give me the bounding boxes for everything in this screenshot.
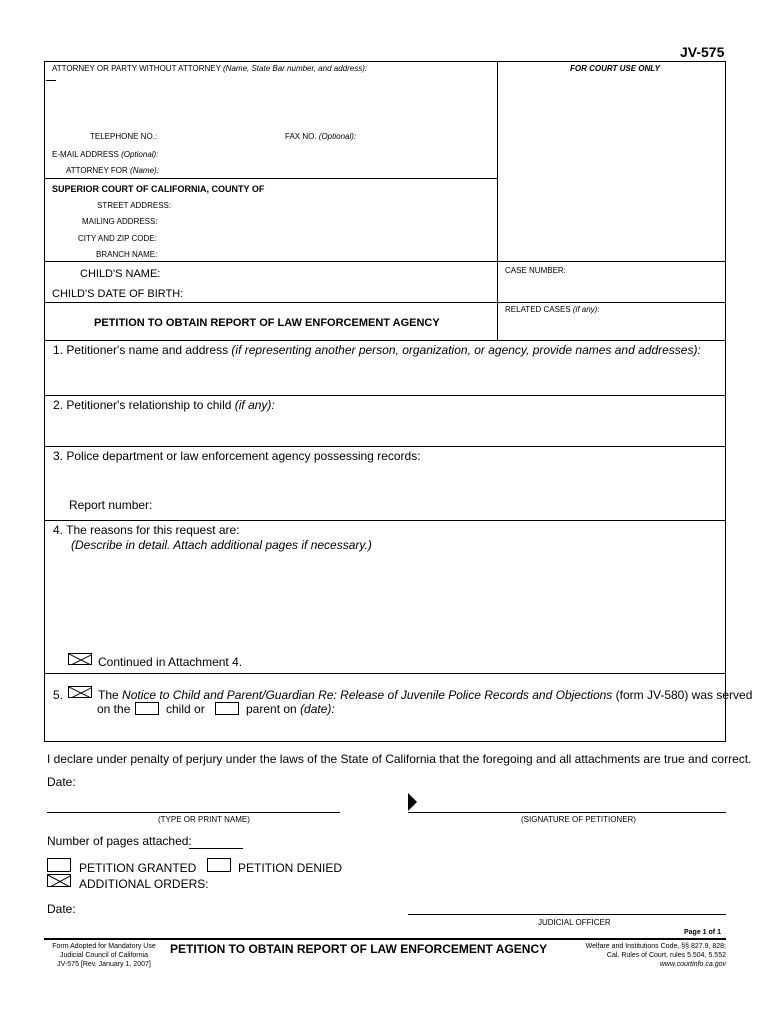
order-date-label: Date: (47, 902, 76, 916)
declaration-date-label: Date: (47, 775, 76, 789)
footer-title: PETITION TO OBTAIN REPORT OF LAW ENFORCEMENT AGENCY (170, 942, 548, 956)
branch-name-input[interactable] (156, 247, 486, 260)
continued-checkbox[interactable] (68, 653, 92, 665)
item5-the: The (98, 688, 119, 702)
checkbox-x-icon (69, 687, 92, 698)
adoption-line-2: Judicial Council of California (60, 952, 148, 959)
additional-orders-label: ADDITIONAL ORDERS: (79, 877, 209, 891)
attorney-tick (46, 80, 56, 81)
order-date-input[interactable] (82, 900, 282, 916)
denied-checkbox[interactable] (207, 858, 231, 872)
checkbox-x-icon (69, 654, 92, 665)
additional-orders-input[interactable] (208, 875, 718, 890)
item5-parent (246, 702, 335, 716)
type-name-input[interactable] (50, 796, 338, 811)
court-use-label: FOR COURT USE ONLY (570, 64, 660, 73)
childs-name-input[interactable] (162, 266, 487, 282)
item5-on-the: on the (97, 702, 131, 716)
additional-orders-checkbox[interactable] (47, 874, 71, 887)
petition-title: PETITION TO OBTAIN REPORT OF LAW ENFORCEMENT AGENCY (94, 317, 440, 329)
item2-text: Petitioner's relationship to child (66, 398, 232, 412)
item5-form: (form JV-580) was served (615, 688, 753, 702)
served-date-input[interactable] (336, 700, 716, 716)
adoption-line-3: JV-575 [Rev. January 1, 2007] (57, 961, 151, 968)
page-number: Page 1 of 1 (684, 929, 721, 936)
item5-bottom-line (44, 741, 726, 742)
attorney-for-label (66, 166, 159, 175)
case-number-label: CASE NUMBER: (505, 266, 566, 275)
item1-text: Petitioner's name and address (66, 343, 229, 357)
header-divider (497, 61, 498, 340)
item4 (53, 523, 240, 537)
item5-date: (date): (300, 702, 335, 716)
pages-attached-line (189, 848, 243, 849)
item2 (53, 398, 275, 412)
granted-label: PETITION GRANTED (79, 861, 197, 875)
header-top-border (44, 61, 726, 62)
form-code: JV-575 (680, 44, 725, 60)
petitioner-name-input[interactable] (68, 360, 718, 392)
childs-dob-input[interactable] (180, 286, 487, 301)
item2-number: 2. (53, 398, 64, 412)
street-address-input[interactable] (156, 198, 486, 212)
childs-dob-label: CHILD'S DATE OF BIRTH: (52, 288, 184, 300)
attorney-bottom-line (44, 178, 497, 179)
related-cases-input[interactable] (505, 318, 720, 338)
attorney-name-input[interactable] (56, 80, 486, 128)
type-name-caption: (TYPE OR PRINT NAME) (158, 815, 250, 824)
item5-child: child or (166, 702, 205, 716)
attorney-label (52, 64, 367, 73)
email-label (52, 150, 158, 159)
item1-bottom-line (44, 395, 726, 396)
email-label-hint: (Optional): (121, 150, 159, 159)
email-input[interactable] (156, 146, 486, 160)
street-address-label: STREET ADDRESS: (97, 201, 172, 210)
city-zip-label: CITY AND ZIP CODE: (78, 234, 157, 243)
related-cases-text: RELATED CASES (505, 305, 571, 314)
attorney-for-text: ATTORNEY FOR (66, 166, 128, 175)
item4-number: 4. (53, 523, 64, 537)
branch-name-label: BRANCH NAME: (96, 250, 158, 259)
left-border (44, 61, 45, 741)
item4-hint: (Describe in detail. Attach additional pages if necessary.) (71, 538, 372, 552)
related-cases-label (505, 305, 600, 314)
denied-label: PETITION DENIED (238, 861, 343, 875)
item1 (53, 343, 701, 357)
case-number-input[interactable] (505, 278, 720, 298)
mailing-address-label: MAILING ADDRESS: (82, 217, 158, 226)
item5-parent-text: parent on (246, 702, 297, 716)
declaration-text: I declare under penalty of perjury under the laws of the State of California that the foregoing and all attachments are true and correct. (47, 752, 752, 766)
title-bottom-line (44, 340, 726, 341)
type-name-line (47, 812, 340, 813)
court-title: SUPERIOR COURT OF CALIFORNIA, COUNTY OF (52, 184, 265, 194)
fax-label-hint: (Optional): (318, 132, 357, 141)
city-zip-input[interactable] (156, 231, 486, 245)
attorney-label-text: ATTORNEY OR PARTY WITHOUT ATTORNEY (52, 64, 221, 73)
judicial-officer-caption: JUDICIAL OFFICER (538, 918, 611, 927)
pages-attached-label: Number of pages attached: (47, 834, 192, 848)
item4-text: The reasons for this request are: (66, 523, 240, 537)
statute-line-1: Welfare and Institutions Code, §§ 827.9, 828; (585, 943, 726, 950)
item3-number: 3. (53, 449, 64, 463)
attorney-for-input[interactable] (156, 162, 486, 176)
agency-input[interactable] (68, 466, 718, 494)
notice-served-checkbox[interactable] (68, 686, 92, 698)
relationship-input[interactable] (68, 415, 718, 443)
signature-arrow-icon (408, 793, 417, 811)
signature-caption: (SIGNATURE OF PETITIONER) (521, 815, 636, 824)
reasons-input[interactable] (68, 556, 718, 648)
item1-number: 1. (53, 343, 64, 357)
checkbox-x-icon (48, 875, 71, 887)
served-child-checkbox[interactable] (135, 702, 159, 715)
signature-line (408, 812, 726, 813)
item4-bottom-line (44, 673, 726, 674)
footer-top-line (44, 938, 726, 940)
court-bottom-line (44, 261, 726, 262)
childs-name-label: CHILD'S NAME: (80, 268, 161, 280)
granted-checkbox[interactable] (47, 858, 71, 872)
item1-hint: (if representing another person, organization, or agency, provide names and addresses): (231, 343, 701, 357)
adoption-line-1: Form Adopted for Mandatory Use (52, 943, 156, 950)
adoption-info (46, 942, 162, 969)
continued-label: Continued in Attachment 4. (98, 655, 243, 669)
item5-notice: Notice to Child and Parent/Guardian Re: Release of Juvenile Police Records and Objections (122, 688, 613, 702)
email-label-text: E-MAIL ADDRESS (52, 150, 119, 159)
attorney-label-hint: (Name, State Bar number, and address): (223, 64, 368, 73)
served-parent-checkbox[interactable] (215, 702, 239, 715)
statute-line-2: Cal. Rules of Court, rules 5.504, 5.552 (606, 952, 726, 959)
telephone-input[interactable] (158, 128, 278, 142)
related-cases-hint: (if any): (572, 305, 600, 314)
mailing-address-input[interactable] (156, 214, 486, 228)
pages-attached-input[interactable] (190, 833, 242, 847)
item3-text: Police department or law enforcement agency possessing records: (66, 449, 421, 463)
signature-input[interactable] (420, 796, 722, 811)
county-input[interactable] (292, 180, 487, 195)
child-bottom-line (44, 302, 726, 303)
fax-input[interactable] (355, 128, 490, 142)
judicial-officer-input[interactable] (410, 898, 722, 913)
item2-hint: (if any): (234, 398, 275, 412)
courtinfo-link[interactable]: www.courtinfo.ca.gov (659, 961, 726, 968)
attorney-for-hint: (Name): (130, 166, 159, 175)
report-number-input[interactable] (155, 496, 455, 512)
report-number-label: Report number: (69, 498, 153, 512)
item3 (53, 449, 421, 463)
right-border (725, 61, 726, 741)
judicial-officer-line (408, 914, 726, 915)
fax-label-text: FAX NO. (285, 132, 317, 141)
telephone-label: TELEPHONE NO.: (90, 132, 158, 141)
item5-number: 5. (53, 688, 64, 702)
fax-label (285, 132, 356, 141)
statute-references (568, 942, 726, 969)
declaration-date-input[interactable] (82, 773, 282, 789)
item2-bottom-line (44, 446, 726, 447)
item3-bottom-line (44, 520, 726, 521)
